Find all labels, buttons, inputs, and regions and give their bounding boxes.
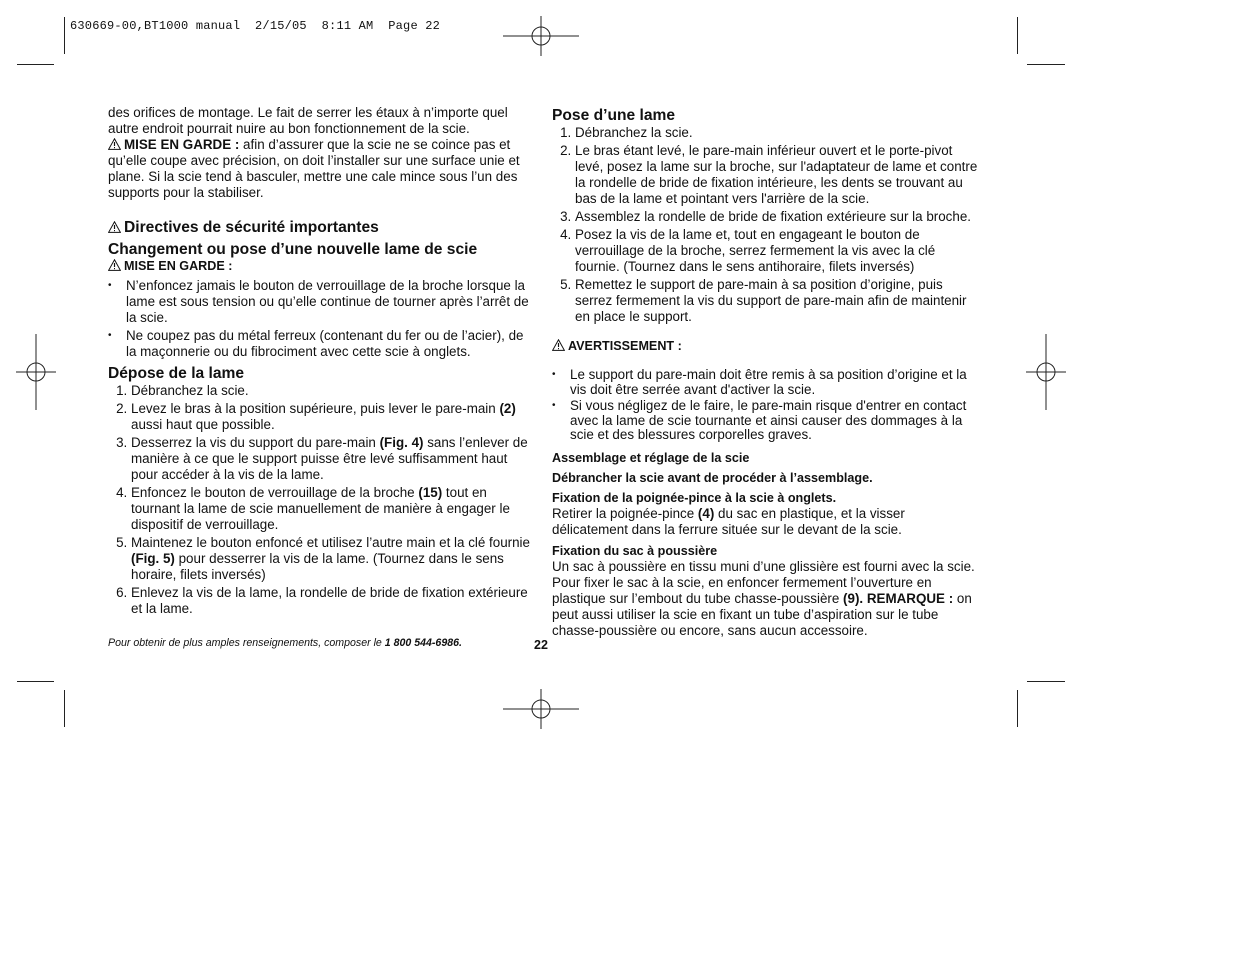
remove-blade-heading: Dépose de la lame bbox=[108, 365, 245, 382]
bullet-item: • Si vous négligez de le faire, le pare-main risque d'entrer en contact avec la lame de scie tournante et ainsi causer des dommages à la scie et des blessures corporelles graves. bbox=[552, 399, 980, 443]
registration-mark-left bbox=[16, 334, 56, 410]
step-item: 5. Remettez le support de pare-main à sa position d’origine, puis serrez fermement la vis du support de pare-main afin de maintenir en place le support. bbox=[575, 277, 980, 325]
change-blade-heading: Changement ou pose d’une nouvelle lame de scie bbox=[108, 241, 478, 258]
crop-mark bbox=[1027, 681, 1065, 682]
crop-mark bbox=[1017, 690, 1018, 727]
crop-mark bbox=[1027, 64, 1065, 65]
handle-paragraph: Retirer la poignée-pince (4) du sac en plastique, et la visser délicatement dans la ferrure située sur le devant de la scie. bbox=[552, 505, 905, 537]
assembly-heading: Assemblage et réglage de la scie bbox=[552, 450, 750, 465]
crop-mark bbox=[64, 17, 65, 54]
registration-mark-bottom bbox=[503, 689, 579, 729]
print-slug-line: 630669-00,BT1000 manual 2/15/05 8:11 AM Page 22 bbox=[70, 19, 441, 33]
bullet-item: • N’enfoncez jamais le bouton de verrouillage de la broche lorsque la lame est sous tension ou qu’elle continue de tourner après l’arrêt de la scie. bbox=[108, 278, 532, 326]
safety-heading-text: Directives de sécurité importantes bbox=[124, 219, 379, 236]
warning-triangle-icon bbox=[108, 259, 121, 271]
footer-phone: 1 800 544-6986. bbox=[384, 637, 462, 649]
footer-text: Pour obtenir de plus amples renseignements, composer le bbox=[108, 637, 385, 649]
install-blade-heading: Pose d’une lame bbox=[552, 107, 676, 124]
bullet-item: • Ne coupez pas du métal ferreux (contenant du fer ou de l’acier), de la maçonnerie ou du fibrociment avec cette scie à onglets. bbox=[108, 328, 532, 360]
warning-paragraph bbox=[108, 137, 532, 201]
warning-text: afin d’assurer que la scie ne se coince pas et qu’elle coupe avec précision, on doit l’installer sur une surface unie et plane. Si la scie tend à basculer, mettre une cale mince sous l’un des supports pour la stabiliser. bbox=[108, 137, 520, 200]
step-item: 5. Maintenez le bouton enfoncé et utilisez l’autre main et la clé fournie (Fig. 5) pour desserrer la vis de la lame. (Tournez dans le sens horaire, filets inversés) bbox=[131, 535, 532, 583]
dust-bag-heading: Fixation du sac à poussière bbox=[552, 543, 718, 558]
step-item: 2. Levez le bras à la position supérieure, puis lever le pare-main (2) aussi haut que possible. bbox=[131, 401, 532, 433]
caution-heading bbox=[552, 339, 980, 354]
warning-triangle-icon bbox=[552, 339, 565, 351]
handle-heading: Fixation de la poignée-pince à la scie à onglets. bbox=[552, 490, 837, 505]
step-item: 1. Débranchez la scie. bbox=[131, 383, 532, 399]
bullet-item: • Le support du pare-main doit être remis à sa position d’origine et la vis doit être serrée avant d'activer la scie. bbox=[552, 368, 980, 397]
caution-bullet-list bbox=[552, 368, 980, 443]
step-item: 2. Le bras étant levé, le pare-main inférieur ouvert et le porte-pivot levé, posez la lame sur la broche, sur l'adaptateur de lame et contre la rondelle de bride de fixation intérieure, les dents se trouvant au bas de la lame et pointant vers l'arrière de la scie. bbox=[575, 143, 980, 207]
install-steps-list bbox=[552, 125, 980, 325]
crop-mark bbox=[64, 690, 65, 727]
step-item: 3. Desserrez la vis du support du pare-main (Fig. 4) sans l’enlever de manière à ce que le support puisse être levé suffisamment haut pour accéder à la vis de la lame. bbox=[131, 435, 532, 483]
warning-heading-text: MISE EN GARDE : bbox=[124, 259, 233, 273]
step-item: 1. Débranchez la scie. bbox=[575, 125, 980, 141]
step-item: 4. Posez la vis de la lame et, tout en engageant le bouton de verrouillage de la broche, serrez fermement la vis avec la clé fournie. (Tournez dans le sens antihoraire, filets inversés) bbox=[575, 227, 980, 275]
warning-triangle-icon bbox=[108, 221, 121, 233]
step-item: 3. Assemblez la rondelle de bride de fixation extérieure sur la broche. bbox=[575, 209, 980, 225]
warning-triangle-icon bbox=[108, 138, 121, 150]
warning-heading bbox=[108, 259, 532, 274]
step-item: 6. Enlevez la vis de la lame, la rondelle de bride de fixation extérieure et la lame. bbox=[131, 585, 532, 617]
unplug-heading: Débrancher la scie avant de procéder à l’assemblage. bbox=[552, 470, 873, 485]
crop-mark bbox=[1017, 17, 1018, 54]
footer-info bbox=[108, 637, 462, 649]
right-column bbox=[552, 106, 980, 639]
crop-mark bbox=[17, 64, 54, 65]
caution-heading-text: AVERTISSEMENT : bbox=[568, 339, 682, 353]
warning-bullet-list bbox=[108, 278, 532, 360]
left-column bbox=[108, 105, 532, 619]
page-number: 22 bbox=[534, 638, 548, 652]
crop-mark bbox=[17, 681, 54, 682]
dust-bag-paragraph: Un sac à poussière en tissu muni d’une glissière est fourni avec la scie. Pour fixer le sac à la scie, en enfoncer fermement l’ouverture en plastique sur l’embout du tube chasse-poussière (9). REMARQUE : on peut aussi utiliser la scie en fixant un tube d’aspiration sur le tube chasse-poussière ou encore, sans aucun accessoire. bbox=[552, 558, 975, 638]
safety-heading bbox=[108, 218, 532, 237]
step-item: 4. Enfoncez le bouton de verrouillage de la broche (15) tout en tournant la lame de scie manuellement de manière à engager le dispositif de verrouillage. bbox=[131, 485, 532, 533]
warning-label: MISE EN GARDE : bbox=[124, 137, 240, 152]
registration-mark-top bbox=[503, 16, 579, 56]
registration-mark-right bbox=[1026, 334, 1066, 410]
intro-paragraph: des orifices de montage. Le fait de serrer les étaux à n’importe quel autre endroit pourrait nuire au bon fonctionnement de la scie. bbox=[108, 105, 508, 136]
remove-steps-list bbox=[108, 383, 532, 617]
